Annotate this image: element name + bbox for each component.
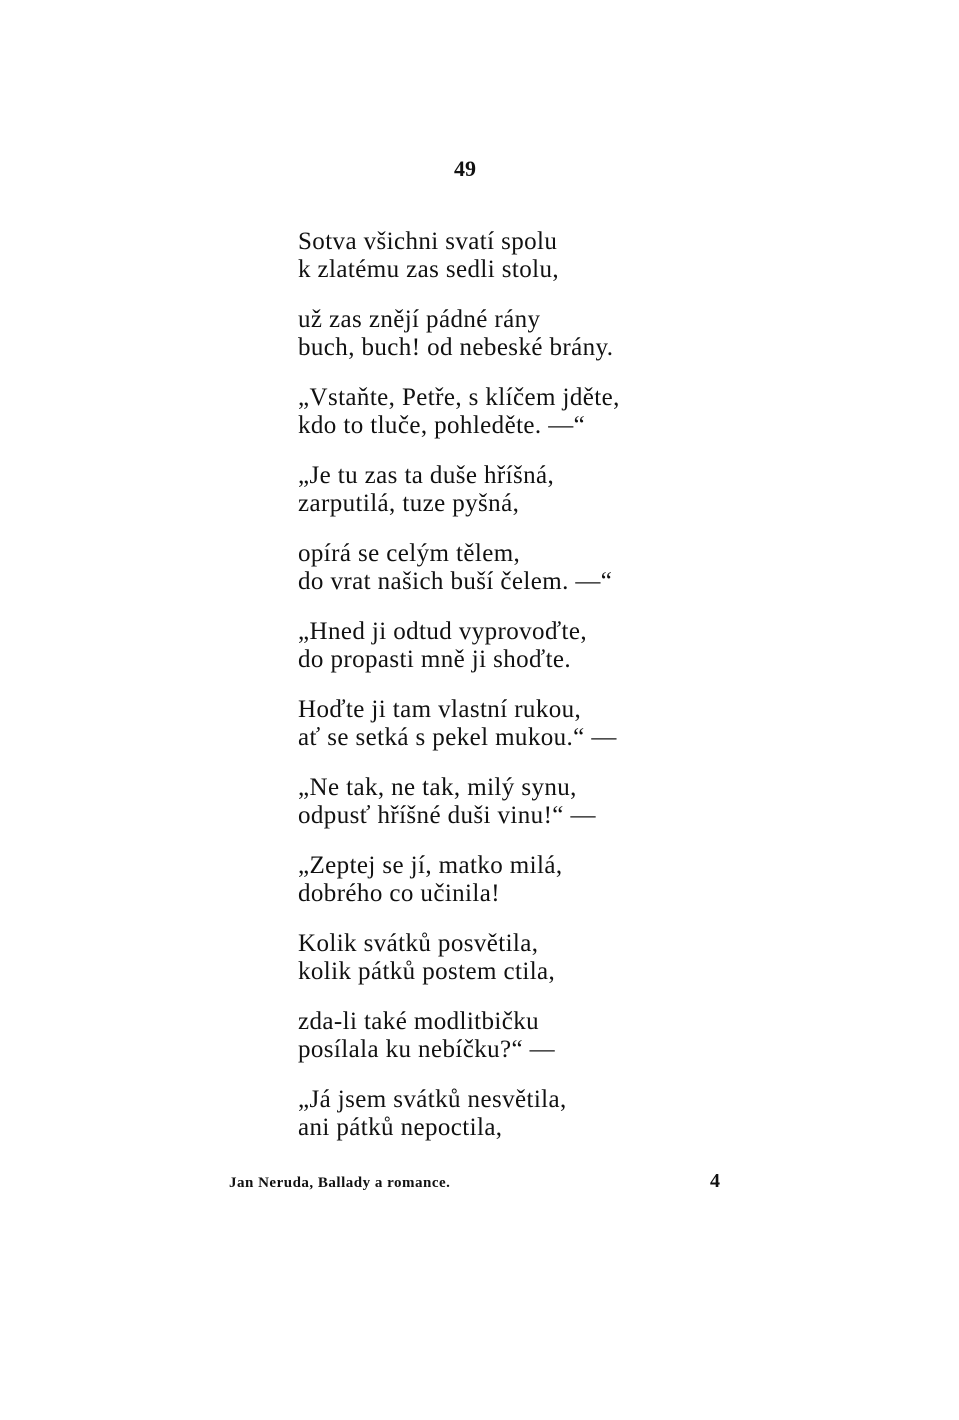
poem-line: buch, buch! od nebeské brány.: [298, 334, 614, 361]
poem-line: už zas znějí pádné rány: [298, 306, 541, 333]
footer-signature: Jan Neruda, Ballady a romance.: [229, 1175, 451, 1191]
sheet-mark: 4: [710, 1170, 720, 1192]
poem-line: dobrého co učinila!: [298, 880, 500, 907]
poem-line: posílala ku nebíčku?“ —: [298, 1036, 556, 1063]
stanza: [298, 696, 758, 752]
stanza: [298, 306, 758, 362]
poem-line: do propasti mně ji shoďte.: [298, 646, 572, 673]
stanza: [298, 228, 758, 284]
stanza: [298, 384, 758, 440]
poem-line: „Vstaňte, Petře, s klíčem jděte,: [298, 384, 620, 411]
poem-line: „Zeptej se jí, matko milá,: [298, 852, 563, 879]
poem-line: zarputilá, tuze pyšná,: [298, 490, 520, 517]
stanza: [298, 540, 758, 596]
stanza: [298, 1086, 758, 1142]
poem-line: do vrat našich buší čelem. —“: [298, 568, 613, 595]
poem-line: „Je tu zas ta duše hříšná,: [298, 462, 555, 489]
stanza: [298, 852, 758, 908]
poem-line: odpusť hříšné duši vinu!“ —: [298, 802, 596, 829]
stanza: [298, 618, 758, 674]
page-number: 49: [454, 156, 476, 181]
poem-line: „Ne tak, ne tak, milý synu,: [298, 774, 577, 801]
poem-line: „Hned ji odtud vyprovoďte,: [298, 618, 588, 645]
stanza: [298, 774, 758, 830]
poem-line: zda-li také modlitbičku: [298, 1008, 540, 1035]
poem-line: „Já jsem svátků nesvětila,: [298, 1086, 567, 1113]
stanza: [298, 1008, 758, 1064]
poem-line: kolik pátků postem ctila,: [298, 958, 556, 985]
poem-line: Hoďte ji tam vlastní rukou,: [298, 696, 582, 723]
poem-line: k zlatému zas sedli stolu,: [298, 256, 560, 283]
stanza: [298, 462, 758, 518]
poem-line: kdo to tluče, pohleděte. —“: [298, 412, 586, 439]
poem-line: opírá se celým tělem,: [298, 540, 521, 567]
poem-body: [298, 228, 758, 1164]
poem-line: Kolik svátků posvětila,: [298, 930, 539, 957]
stanza: [298, 930, 758, 986]
poem-line: Sotva všichni svatí spolu: [298, 228, 558, 255]
poem-line: ani pátků nepoctila,: [298, 1114, 503, 1141]
poem-line: ať se setká s pekel mukou.“ —: [298, 724, 617, 751]
